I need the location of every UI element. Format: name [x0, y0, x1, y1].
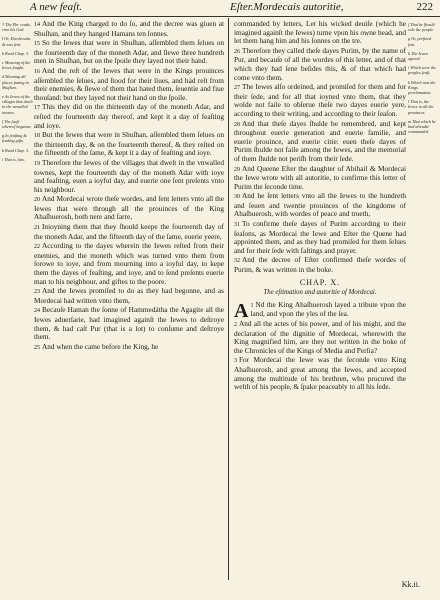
verse [34, 67, 224, 102]
verse-number: 26 [234, 48, 240, 55]
verse [34, 103, 224, 130]
verse [234, 20, 406, 46]
margin-note: k Which was the Kings proclamation. [408, 79, 436, 96]
verse-number: 15 [34, 41, 40, 48]
right-margin-notes [408, 22, 439, 138]
margin-note: d Meaning all places fauing in Shuſhan. [2, 74, 29, 90]
verse [34, 195, 224, 222]
verse [234, 220, 406, 255]
verse-text: For Mordecai the Iewe was the ſeconde vnto King Ahaſhuerosh, and great among the Iewes, and accepted among the multitude of his brethren, who procured the welth of his people, & ſpake peaceably to all his ſede. [234, 355, 406, 392]
page-number: 222 [416, 1, 433, 13]
verse-text: Therefore they called theſe dayes Purim, by the name of Pur, and becauſe of all the wordes of this letter, and of that which they had ſene beſides this, & of that which had come vnto them. [234, 45, 406, 82]
verse [234, 165, 406, 192]
signature-mark: Kk.ii. [401, 580, 420, 589]
verse [34, 223, 224, 241]
verse [234, 299, 406, 322]
verse-number: 20 [34, 197, 40, 204]
verse-text: Nd the King Ahaſhuerosh layed a tribute vpon the land, and vpon the yles of the ſea. [250, 299, 406, 319]
verse [234, 256, 406, 274]
drop-cap: A [234, 299, 249, 322]
verse-number: 23 [34, 289, 40, 296]
verse [234, 47, 406, 82]
left-text-column [34, 20, 224, 353]
margin-note: h The Iewes agreed. [408, 50, 429, 62]
verse-text: And the King charged to do ſo, and the decree was giuen at Shuſhan, and they hanged Hamans ten ſonnes. [34, 19, 224, 38]
verse [234, 320, 406, 355]
verse-text: And he ſent letters vnto all the Iewes to the hundreth and ſeuen and twentie prouinces of the kingdome of Ahaſhuerosh, with wordes of peace and trueth, [234, 191, 406, 219]
verse-number: 32 [234, 258, 240, 265]
margin-note: f That he ſhould rule the people. [408, 22, 435, 33]
verse-text: To confirme theſe dayes of Purim according to their ſeaſons, as Mordecai the Iewe and Eſter the Quene had appointed them, and as they had promiſed for them ſelues and for their ſede with faſtings and prayer. [234, 219, 406, 255]
verse-text: And when the came before the King, he [42, 341, 159, 351]
verse-text: Becauſe Haman the ſonne of Hammedátha the Agagite all the Iewes aduerſarie, had imagined againſt the Iewes to deſtroye them, & had caſt Pur (that is a lot) to conſume and deſtroye them. [34, 305, 224, 342]
verse-text: According to the dayes wherein the Iewes reſted from their enemies, and the moneth which was turned vnto them from ſorowe to ioye, and from mourning into a ioyful day, to kepe them the dayes of feaſting, and ioye, and to ſend preſents euerie man to his neighbour, and giftes to the poore. [34, 241, 224, 286]
header-left-title: A new feaſt. [30, 1, 83, 13]
margin-note: b Read Chap. 3. [2, 50, 30, 56]
verse-number: 19 [34, 160, 40, 167]
margin-note: l That is, the Iewes in all the prouinces. [408, 99, 434, 115]
verse [34, 131, 224, 158]
verse [34, 343, 224, 353]
verse-number: 27 [234, 85, 240, 92]
margin-note: i That is, lots. [2, 156, 25, 162]
verse-text: And the decree of Eſter confirmed theſe wordes of Purim, & was written in the boke. [234, 255, 406, 275]
verse-number: 3 [234, 358, 237, 365]
verse [34, 39, 224, 66]
margin-note: h Read Chap. 3. [2, 147, 30, 153]
verse-number: 21 [34, 225, 40, 232]
left-margin-notes [2, 22, 33, 166]
verse-number: 2 [234, 322, 237, 328]
verse-number: 17 [34, 105, 40, 112]
verse [34, 20, 224, 38]
verse-number: 1 [250, 302, 254, 309]
verse [34, 159, 224, 194]
verse-text: This they did on the thirteenth day of the moneth Adar, and reſted the fourteenth day thereof, and kept it a day of feaſting and ioye. [34, 102, 224, 130]
margin-note: m That which he had alreadie commanded. [408, 118, 436, 135]
column-divider [228, 18, 229, 580]
verse-number: 31 [234, 222, 240, 229]
verse-text: And the reſt of the Iewes that were in the Kings prouinces aſſembled the ſelues, and ſtood for their liues, and had reſt from their enemies, & ſlewe of them that hated them, ſeuentie and fiue thouſand: but they layed not their hand on the ſpoile. [34, 65, 224, 102]
verse-text: commanded by letters, Let his wicked deuiſe (which he imagined againſt the Iewes) turne vpon his owne head, and let them hang him and his ſonnes on the tre. [234, 19, 406, 46]
chapter-summary: The eſtimation and autoritie of Mordecai. [263, 289, 377, 297]
verse-number: 29 [234, 166, 240, 173]
verse-text: And all the actes of his power, and of his might, and the declaration of the dignitie of Mordecai, wherewith the King magnified him, are they not written in the boke of the Chronicles of the Kings of Media and Perſia? [234, 319, 406, 355]
margin-note: e As Iewes of the villages that dwelt in the vnwalled townes. [2, 94, 33, 115]
margin-note: † The Ebr. reads, vnto his God. [2, 22, 31, 33]
verse-number: 22 [34, 244, 40, 251]
chapter-title: CHAP. X. [299, 277, 341, 287]
verse-text: And Queene Eſter the daughter of Abihail & Mordecai the Iewe wrote with all autoritie, to confirme this letter of Purim the ſeconde time. [234, 163, 406, 191]
verse [234, 356, 406, 391]
verse-number: 28 [234, 121, 240, 128]
verse [34, 287, 224, 305]
verse-text: So the Iewes that were in Shuſhan, aſſembled them ſelues on the fourteenth day of the moneth Adar, and ſlewe three hundreth men in Shuſhan, but on the ſpoile they layed not their hand. [34, 38, 224, 66]
verse-text: Inioyning them that they ſhould keepe the fourteenth day of the moneth Adar, and the fifteenth day of the ſame, euerie yeere, [34, 222, 224, 241]
margin-note: g Or, prefixed ſent. [408, 36, 431, 47]
margin-note: c Meaning of the Iewes fought. [2, 60, 31, 71]
verse-text: The Iewes alſo ordeined, and promiſed for them and for their ſede, and for all that ioyned vnto them, that they wolde not faile to obſerue theſe two dayes euerie yere, according to their writing, and according to their ſeaſon. [234, 82, 406, 118]
verse-text: And Mordecai wrote theſe wordes, and ſent letters vnto all the Iewes that were through all the prouinces of the King Ahaſhuerosh, both nere and farre, [34, 194, 224, 222]
verse-text: And the Iewes promiſed to do as they had begonne, and as Mordecai had written vnto them, [34, 286, 224, 305]
verse-number: 25 [34, 344, 40, 351]
verse-number: 16 [34, 68, 40, 75]
running-header [0, 0, 440, 17]
verse [34, 306, 224, 341]
verse-number: 18 [34, 133, 40, 140]
verse [234, 192, 406, 219]
verse-text: Therefore the Iewes of the villages that dwelt in the vnwalled townes, kept the fourteenth day of the moneth Adar with ioye and feaſting, euen a ioyful day, and euerie one ſent preſents vnto his neighbour. [34, 157, 224, 194]
margin-note: f The feaſt whereof beganne. [2, 118, 32, 130]
margin-note: g In feaſting & ſending gifts. [2, 133, 27, 144]
right-text-column [234, 20, 406, 393]
verse [234, 120, 406, 164]
verse-number: 30 [234, 194, 240, 201]
verse-text: But the Iewes that were in Shuſhan, aſſembled them ſelues on the thirteenth day, & on the fourteenth thereof, & they reſted on the fifteenth of the ſame, & kept it a day of feaſting and ioye. [34, 130, 224, 158]
margin-note: ‖ Or, Dicolecuda, & was fent. [2, 36, 31, 47]
header-right-title: Eſter.Mordecais autoritie, [230, 1, 344, 13]
verse-text: And that theſe dayes ſhulde be remembred, and kept throughout euerie generation and euerie familie, and euerie prouince, and euerie citie: euen theſe dayes of Purim ſhulde not faile among the Iewes, and the memorial of them ſhulde not periſh from their ſede. [234, 118, 406, 163]
verse-number: 14 [34, 22, 40, 28]
verse-number: 24 [34, 308, 40, 315]
margin-note: i Which were the peoples feaſt. [408, 65, 437, 76]
verse [34, 242, 224, 286]
verse [234, 83, 406, 118]
